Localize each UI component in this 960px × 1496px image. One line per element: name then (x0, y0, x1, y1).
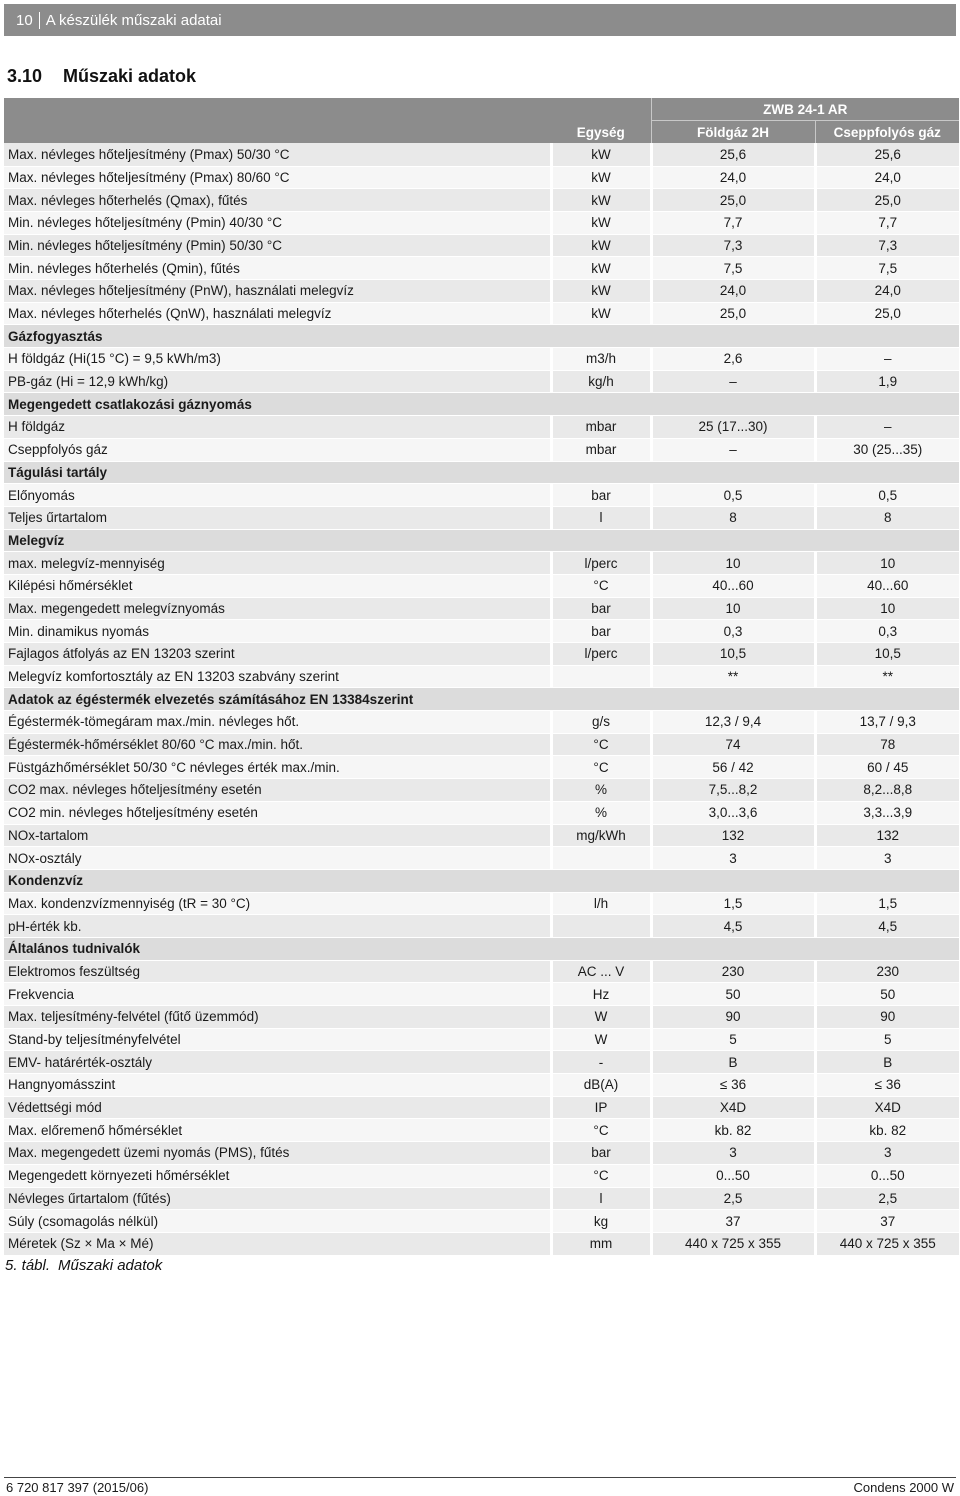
table-group-row (4, 325, 959, 348)
row-value-natural-gas: 56 / 42 (651, 756, 815, 779)
row-label: Max. megengedett üzemi nyomás (PMS), fűtés (4, 1142, 551, 1165)
chapter-title: A készülék műszaki adatai (45, 11, 222, 29)
caption-number: 5. tábl. (5, 1257, 51, 1274)
row-unit: °C (551, 756, 651, 779)
row-label: Égéstermék-tömegáram max./min. névleges hőt. (4, 711, 551, 734)
table-body (4, 143, 959, 1255)
row-value-natural-gas: 2,6 (651, 348, 815, 371)
row-unit: l/perc (551, 552, 651, 575)
table-group-row (4, 529, 959, 552)
row-unit: kW (551, 280, 651, 303)
row-value-natural-gas: 24,0 (651, 166, 815, 189)
table-row (4, 484, 959, 507)
footer-document-number: 6 720 817 397 (2015/06) (6, 1480, 149, 1495)
table-row (4, 892, 959, 915)
table-row (4, 506, 959, 529)
row-label: CO2 min. névleges hőteljesítmény esetén (4, 801, 551, 824)
row-value-lpg: 440 x 725 x 355 (815, 1232, 959, 1255)
row-value-lpg: ≤ 36 (815, 1074, 959, 1097)
group-heading: Megengedett csatlakozási gáznyomás (4, 393, 959, 416)
row-value-lpg: 37 (815, 1210, 959, 1233)
row-label: Max. névleges hőteljesítmény (Pmax) 80/60 °C (4, 166, 551, 189)
row-value-lpg: – (815, 348, 959, 371)
table-row (4, 983, 959, 1006)
table-row (4, 779, 959, 802)
row-value-lpg: 24,0 (815, 280, 959, 303)
row-label: Max. névleges hőterhelés (Qmax), fűtés (4, 189, 551, 212)
table-row (4, 302, 959, 325)
row-unit: kW (551, 302, 651, 325)
table-row (4, 824, 959, 847)
table-row (4, 1051, 959, 1074)
row-label: Max. teljesítmény-felvétel (fűtő üzemmód) (4, 1006, 551, 1029)
row-value-lpg: B (815, 1051, 959, 1074)
row-value-lpg: 3 (815, 847, 959, 870)
table-row (4, 801, 959, 824)
row-value-natural-gas: 25,0 (651, 189, 815, 212)
row-value-lpg: 10 (815, 552, 959, 575)
table-row (4, 234, 959, 257)
row-label: Melegvíz komfortosztály az EN 13203 szabvány szerint (4, 665, 551, 688)
table-row (4, 189, 959, 212)
row-value-natural-gas: 5 (651, 1028, 815, 1051)
row-unit: mbar (551, 416, 651, 439)
row-label: Teljes űrtartalom (4, 506, 551, 529)
row-value-natural-gas: 10 (651, 552, 815, 575)
row-label: NOx-osztály (4, 847, 551, 870)
row-value-natural-gas: 3 (651, 1142, 815, 1165)
row-unit (551, 847, 651, 870)
row-value-natural-gas: – (651, 370, 815, 393)
row-label: H földgáz (Hi(15 °C) = 9,5 kWh/m3) (4, 348, 551, 371)
row-unit: % (551, 779, 651, 802)
row-unit: Hz (551, 983, 651, 1006)
table-group-row (4, 393, 959, 416)
table-row (4, 597, 959, 620)
row-value-lpg: 7,3 (815, 234, 959, 257)
row-label: Súly (csomagolás nélkül) (4, 1210, 551, 1233)
table-row (4, 1096, 959, 1119)
row-value-lpg: 132 (815, 824, 959, 847)
table-row (4, 416, 959, 439)
row-value-lpg: 5 (815, 1028, 959, 1051)
row-value-natural-gas: 8 (651, 506, 815, 529)
model-header: ZWB 24-1 AR (651, 98, 959, 121)
row-value-natural-gas: 10,5 (651, 643, 815, 666)
table-row (4, 711, 959, 734)
row-value-lpg: 78 (815, 733, 959, 756)
row-value-natural-gas: 50 (651, 983, 815, 1006)
row-unit: kg (551, 1210, 651, 1233)
row-value-natural-gas: 12,3 / 9,4 (651, 711, 815, 734)
table-row (4, 257, 959, 280)
group-heading: Gázfogyasztás (4, 325, 959, 348)
row-unit: AC ... V (551, 960, 651, 983)
table-group-row (4, 688, 959, 711)
row-value-natural-gas: 25,0 (651, 302, 815, 325)
table-row (4, 348, 959, 371)
row-value-natural-gas: 25,6 (651, 143, 815, 166)
row-unit: m3/h (551, 348, 651, 371)
page-number: 10 (16, 12, 40, 29)
row-unit: % (551, 801, 651, 824)
row-value-natural-gas: 230 (651, 960, 815, 983)
technical-data-table (4, 98, 959, 1256)
row-value-lpg: 1,9 (815, 370, 959, 393)
row-label: Max. névleges hőteljesítmény (PnW), használati melegvíz (4, 280, 551, 303)
row-unit: W (551, 1028, 651, 1051)
row-label: Fajlagos átfolyás az EN 13203 szerint (4, 643, 551, 666)
row-value-lpg: 0,5 (815, 484, 959, 507)
row-label: Max. kondenzvízmennyiség (tR = 30 °C) (4, 892, 551, 915)
row-unit: bar (551, 597, 651, 620)
table-row (4, 915, 959, 938)
row-value-natural-gas: 40...60 (651, 574, 815, 597)
table-row (4, 1119, 959, 1142)
table-row (4, 1074, 959, 1097)
section-number: 3.10 (7, 66, 43, 86)
row-label: Min. névleges hőterhelés (Qmin), fűtés (4, 257, 551, 280)
row-label: H földgáz (4, 416, 551, 439)
row-value-lpg: 10 (815, 597, 959, 620)
table-group-row (4, 869, 959, 892)
row-value-lpg: 40...60 (815, 574, 959, 597)
row-value-natural-gas: 10 (651, 597, 815, 620)
row-unit: bar (551, 1142, 651, 1165)
natural-gas-column-header: Földgáz 2H (651, 121, 815, 144)
row-value-lpg: 50 (815, 983, 959, 1006)
row-value-lpg: X4D (815, 1096, 959, 1119)
row-value-lpg: 4,5 (815, 915, 959, 938)
row-label: Kilépési hőmérséklet (4, 574, 551, 597)
row-value-lpg: 7,5 (815, 257, 959, 280)
section-heading (7, 66, 196, 87)
row-value-lpg: 3 (815, 1142, 959, 1165)
row-label: Max. előremenő hőmérséklet (4, 1119, 551, 1142)
table-row (4, 665, 959, 688)
row-value-lpg: 2,5 (815, 1187, 959, 1210)
row-value-lpg: 25,0 (815, 302, 959, 325)
row-label: Max. névleges hőteljesítmény (Pmax) 50/30 °C (4, 143, 551, 166)
table-row (4, 756, 959, 779)
row-unit: °C (551, 1119, 651, 1142)
row-value-lpg: 10,5 (815, 643, 959, 666)
row-value-lpg: 1,5 (815, 892, 959, 915)
row-unit: kg/h (551, 370, 651, 393)
row-value-natural-gas: 90 (651, 1006, 815, 1029)
row-value-natural-gas: – (651, 438, 815, 461)
row-unit: kW (551, 143, 651, 166)
row-label: pH-érték kb. (4, 915, 551, 938)
row-unit: °C (551, 1164, 651, 1187)
row-value-natural-gas: 25 (17...30) (651, 416, 815, 439)
row-label: Hangnyomásszint (4, 1074, 551, 1097)
row-unit: g/s (551, 711, 651, 734)
row-unit: kW (551, 166, 651, 189)
table-row (4, 733, 959, 756)
row-value-natural-gas: ≤ 36 (651, 1074, 815, 1097)
row-value-lpg: 7,7 (815, 211, 959, 234)
table-group-row (4, 937, 959, 960)
table-row (4, 574, 959, 597)
table-row (4, 1232, 959, 1255)
table-row (4, 1028, 959, 1051)
table-row (4, 643, 959, 666)
row-unit: l/h (551, 892, 651, 915)
row-value-natural-gas: 0,3 (651, 620, 815, 643)
row-value-lpg: 25,0 (815, 189, 959, 212)
row-value-lpg: 30 (25...35) (815, 438, 959, 461)
lpg-column-header: Cseppfolyós gáz (815, 121, 959, 144)
row-value-natural-gas: 2,5 (651, 1187, 815, 1210)
row-label: Max. névleges hőterhelés (QnW), használati melegvíz (4, 302, 551, 325)
row-label: Frekvencia (4, 983, 551, 1006)
row-label: Min. dinamikus nyomás (4, 620, 551, 643)
row-value-lpg: ** (815, 665, 959, 688)
row-unit: bar (551, 620, 651, 643)
row-label: Égéstermék-hőmérséklet 80/60 °C max./min. hőt. (4, 733, 551, 756)
row-label: Előnyomás (4, 484, 551, 507)
row-label: Max. megengedett melegvíznyomás (4, 597, 551, 620)
row-value-natural-gas: 0,5 (651, 484, 815, 507)
page-header-bar (4, 4, 956, 36)
row-value-natural-gas: 3,0...3,6 (651, 801, 815, 824)
row-unit: kW (551, 189, 651, 212)
row-label: Min. névleges hőteljesítmény (Pmin) 50/30 °C (4, 234, 551, 257)
row-value-lpg: 90 (815, 1006, 959, 1029)
row-unit: °C (551, 733, 651, 756)
table-row (4, 438, 959, 461)
row-unit: - (551, 1051, 651, 1074)
row-label: Füstgázhőmérséklet 50/30 °C névleges érték max./min. (4, 756, 551, 779)
row-unit: l (551, 506, 651, 529)
row-label: EMV- határérték-osztály (4, 1051, 551, 1074)
row-unit: kW (551, 211, 651, 234)
row-label: Védettségi mód (4, 1096, 551, 1119)
table-row (4, 211, 959, 234)
table-row (4, 620, 959, 643)
row-value-lpg: 3,3...3,9 (815, 801, 959, 824)
row-label: Méretek (Sz × Ma × Mé) (4, 1232, 551, 1255)
row-value-lpg: 13,7 / 9,3 (815, 711, 959, 734)
row-label: Megengedett környezeti hőmérséklet (4, 1164, 551, 1187)
row-unit: dB(A) (551, 1074, 651, 1097)
row-value-natural-gas: 440 x 725 x 355 (651, 1232, 815, 1255)
row-label: Névleges űrtartalom (fűtés) (4, 1187, 551, 1210)
table-row (4, 1187, 959, 1210)
footer-rule (4, 1477, 956, 1478)
row-value-lpg: 24,0 (815, 166, 959, 189)
caption-text: Műszaki adatok (58, 1257, 163, 1274)
row-unit: l (551, 1187, 651, 1210)
row-unit: kW (551, 234, 651, 257)
row-value-natural-gas: ** (651, 665, 815, 688)
table-row (4, 280, 959, 303)
group-heading: Általános tudnivalók (4, 937, 959, 960)
row-label: PB-gáz (Hi = 12,9 kWh/kg) (4, 370, 551, 393)
group-heading: Melegvíz (4, 529, 959, 552)
row-value-natural-gas: 7,5...8,2 (651, 779, 815, 802)
row-value-natural-gas: X4D (651, 1096, 815, 1119)
row-unit: °C (551, 574, 651, 597)
table-caption (5, 1257, 162, 1274)
footer-product-name: Condens 2000 W (853, 1480, 954, 1495)
row-value-lpg: – (815, 416, 959, 439)
row-value-natural-gas: 7,3 (651, 234, 815, 257)
row-value-natural-gas: 24,0 (651, 280, 815, 303)
row-value-lpg: 0,3 (815, 620, 959, 643)
row-value-natural-gas: 74 (651, 733, 815, 756)
row-value-natural-gas: kb. 82 (651, 1119, 815, 1142)
row-unit (551, 915, 651, 938)
row-label: max. melegvíz-mennyiség (4, 552, 551, 575)
row-unit: mm (551, 1232, 651, 1255)
row-unit: bar (551, 484, 651, 507)
row-value-natural-gas: 7,5 (651, 257, 815, 280)
table-row (4, 1210, 959, 1233)
row-label: CO2 max. névleges hőteljesítmény esetén (4, 779, 551, 802)
row-value-lpg: 25,6 (815, 143, 959, 166)
row-value-natural-gas: 7,7 (651, 211, 815, 234)
group-heading: Tágulási tartály (4, 461, 959, 484)
row-unit: mbar (551, 438, 651, 461)
row-label: Elektromos feszültség (4, 960, 551, 983)
table-row (4, 1164, 959, 1187)
table-row (4, 1142, 959, 1165)
row-unit: kW (551, 257, 651, 280)
row-value-natural-gas: 0...50 (651, 1164, 815, 1187)
table-row (4, 960, 959, 983)
table-row (4, 552, 959, 575)
row-value-natural-gas: 4,5 (651, 915, 815, 938)
row-unit: mg/kWh (551, 824, 651, 847)
row-value-natural-gas: 1,5 (651, 892, 815, 915)
row-value-lpg: kb. 82 (815, 1119, 959, 1142)
row-unit: l/perc (551, 643, 651, 666)
row-value-natural-gas: 132 (651, 824, 815, 847)
row-value-lpg: 60 / 45 (815, 756, 959, 779)
row-value-lpg: 8,2...8,8 (815, 779, 959, 802)
row-value-lpg: 230 (815, 960, 959, 983)
table-row (4, 166, 959, 189)
row-value-natural-gas: 3 (651, 847, 815, 870)
table-row (4, 1006, 959, 1029)
row-label: Stand-by teljesítményfelvétel (4, 1028, 551, 1051)
table-row (4, 847, 959, 870)
row-value-natural-gas: B (651, 1051, 815, 1074)
row-unit (551, 665, 651, 688)
table-row (4, 143, 959, 166)
row-label: Min. névleges hőteljesítmény (Pmin) 40/30 °C (4, 211, 551, 234)
row-unit: IP (551, 1096, 651, 1119)
table-group-row (4, 461, 959, 484)
group-heading: Kondenzvíz (4, 869, 959, 892)
row-value-natural-gas: 37 (651, 1210, 815, 1233)
table-row (4, 370, 959, 393)
unit-column-header: Egység (551, 121, 651, 144)
row-label: Cseppfolyós gáz (4, 438, 551, 461)
row-label: NOx-tartalom (4, 824, 551, 847)
row-value-lpg: 0...50 (815, 1164, 959, 1187)
row-unit: W (551, 1006, 651, 1029)
section-title: Műszaki adatok (63, 66, 197, 86)
group-heading: Adatok az égéstermék elvezetés számításához EN 13384szerint (4, 688, 959, 711)
row-value-lpg: 8 (815, 506, 959, 529)
